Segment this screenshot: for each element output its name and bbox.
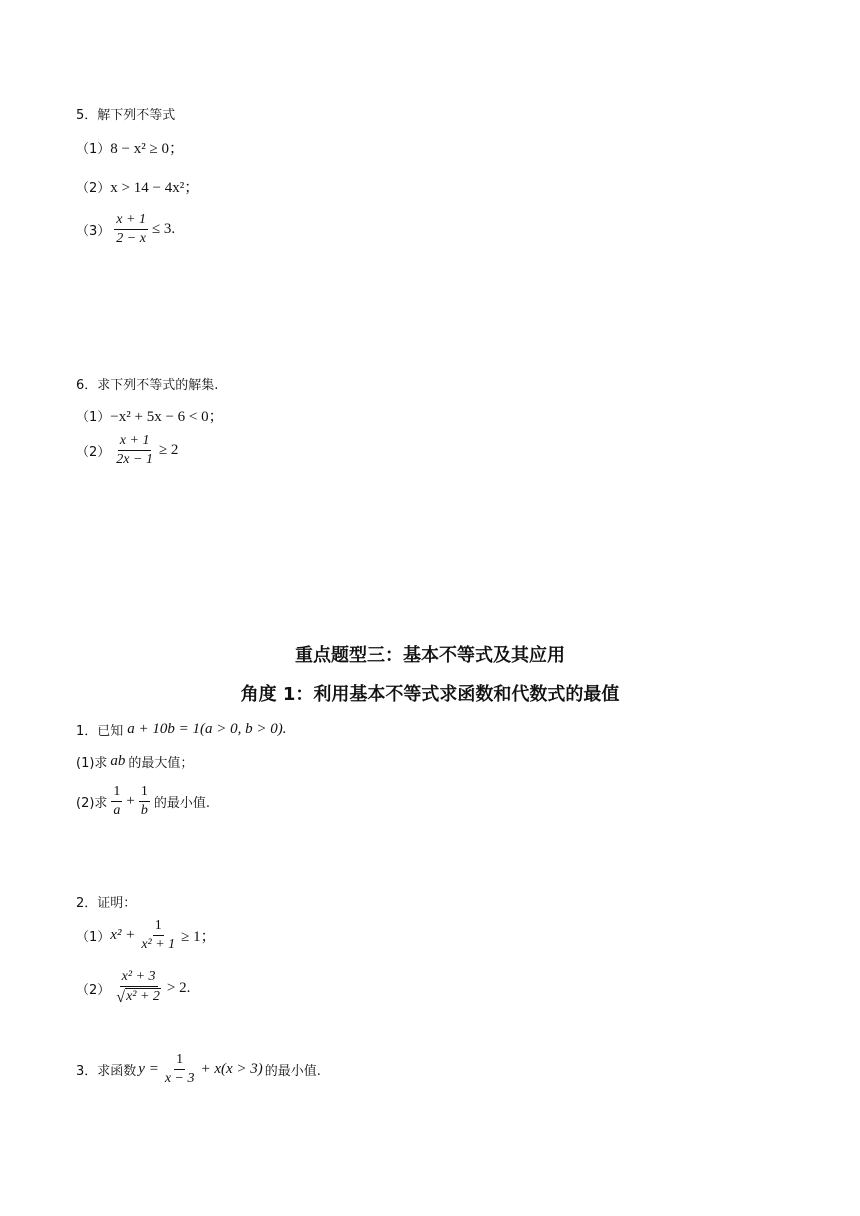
q6-title: 6．求下列不等式的解集.	[76, 378, 219, 393]
item-label: （2）	[76, 181, 111, 196]
fraction-numerator: 1	[174, 1052, 185, 1070]
math-expression: ≥ 1；	[181, 929, 216, 945]
fraction-denominator: 2 − x	[116, 231, 146, 246]
fraction-denominator: x² + 1	[141, 937, 176, 952]
q5-title: 5．解下列不等式	[76, 108, 176, 123]
math-expression: −x² + 5x − 6 < 0；	[110, 409, 224, 425]
sub-text: 的最小值.	[264, 1064, 321, 1079]
math-expression: x² +	[110, 927, 136, 943]
q6-item-1	[76, 405, 224, 426]
radicand: x² + 2	[126, 989, 160, 1004]
question-title: 1．已知	[76, 724, 124, 739]
fraction-numerator: x + 1	[118, 433, 152, 451]
s3-q2-item-2	[76, 969, 190, 1007]
fraction-numerator: 1	[139, 784, 150, 802]
s3-q2-item-1	[76, 918, 216, 953]
fraction	[114, 969, 163, 1007]
s3-q1-title	[76, 720, 287, 739]
fraction-denominator: x − 3	[164, 1071, 195, 1086]
math-expression: 8 − x² ≥ 0；	[110, 141, 184, 157]
s3-q1-sub2	[76, 784, 210, 819]
section-subheading: 角度 1：利用基本不等式求函数和代数式的最值	[240, 684, 620, 705]
fraction-numerator: 1	[111, 784, 122, 802]
item-label: （1）	[76, 410, 111, 425]
sub-text: 的最大值；	[128, 756, 194, 771]
s3-q2-title: 2．证明：	[76, 896, 137, 911]
math-expression: > 2.	[166, 979, 191, 996]
math-expression: x > 14 − 4x²；	[110, 180, 200, 196]
sub-text: 的最小值.	[153, 796, 211, 811]
math-expression: ≤ 3.	[151, 221, 176, 237]
item-label: （2）	[76, 982, 111, 998]
item-label: （1）	[76, 930, 111, 945]
fraction-numerator: x² + 3	[120, 969, 158, 987]
question-title: 3．求函数	[76, 1064, 137, 1079]
q5-item-1	[76, 137, 184, 158]
q5-item-3	[76, 212, 175, 247]
section-heading: 重点题型三：基本不等式及其应用	[295, 645, 565, 666]
fraction-denominator: b	[140, 803, 148, 818]
fraction-denominator	[114, 987, 163, 1007]
sub-label: (1)求	[76, 756, 108, 771]
math-expression: a + 10b = 1(a > 0, b > 0).	[127, 721, 287, 737]
math-expression: ≥ 2	[158, 442, 179, 458]
s3-q1-sub1	[76, 752, 193, 771]
math-expression: + x(x > 3)	[200, 1061, 263, 1077]
item-label: （3）	[76, 224, 111, 239]
s3-q3	[76, 1052, 321, 1087]
item-label: （2）	[76, 445, 111, 460]
radical-icon: √	[116, 989, 126, 1006]
fraction	[111, 784, 122, 819]
q6-item-2	[76, 433, 178, 468]
item-label: （1）	[76, 142, 111, 157]
fraction	[139, 784, 150, 819]
fraction-numerator: 1	[153, 918, 164, 936]
square-root	[116, 988, 161, 1005]
fraction	[163, 1052, 197, 1087]
fraction-denominator: 2x − 1	[116, 452, 153, 467]
math-expression: ab	[110, 753, 126, 769]
math-expression: y =	[138, 1061, 159, 1077]
plus-sign: +	[126, 793, 135, 809]
fraction	[114, 212, 148, 247]
fraction	[139, 918, 177, 953]
fraction-numerator: x + 1	[114, 212, 148, 230]
q5-item-2	[76, 176, 199, 197]
sub-label: (2)求	[76, 796, 108, 811]
fraction-denominator: a	[113, 803, 121, 818]
fraction	[114, 433, 155, 468]
